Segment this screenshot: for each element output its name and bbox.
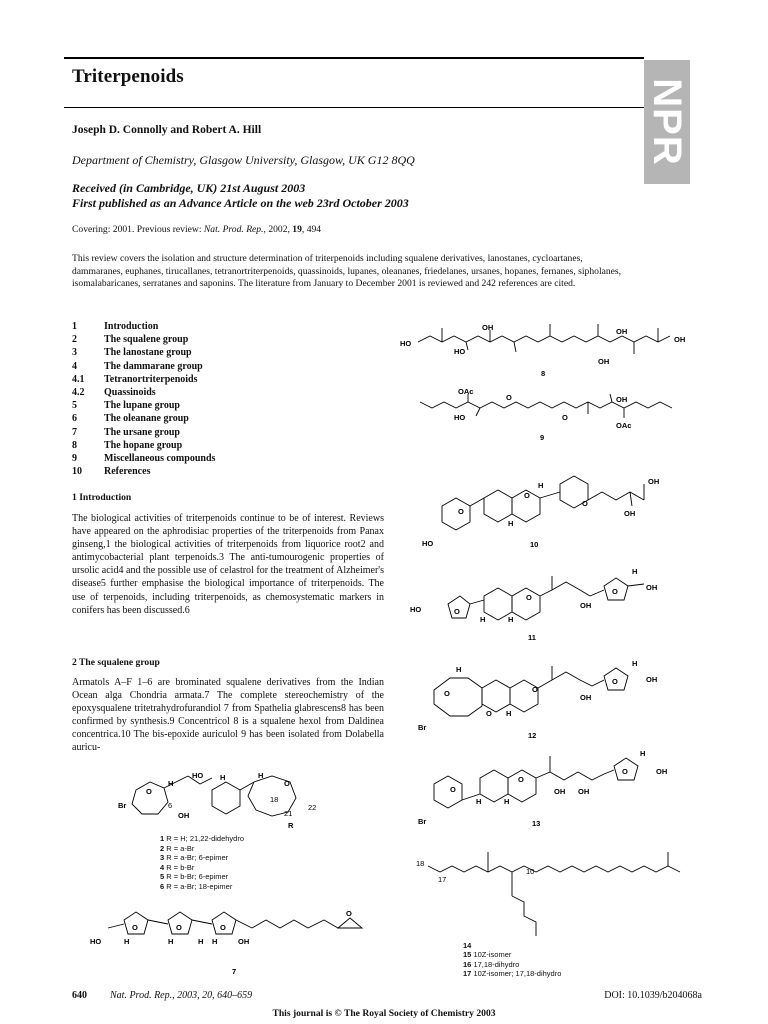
structure-8 [398, 320, 698, 382]
toc-item [72, 386, 215, 399]
atom-h: H [480, 615, 486, 624]
squalene-legend [463, 941, 561, 978]
legend-entry [463, 950, 561, 959]
toc-item [72, 439, 215, 452]
structure-10 [422, 454, 692, 550]
atom-h: H [212, 937, 218, 946]
atom-h: H [504, 797, 510, 806]
atom-oh: OH [554, 787, 566, 796]
atom-oh: OH [624, 509, 636, 518]
abstract: This review covers the isolation and structure determination of triterpenoids including squalene derivatives, lanostanes, cycloartanes, dammaranes, euphanes, tirucallanes, tetranortriterpenoids, quassinoids, lupanes, oleananes, friedelanes, ursanes, hopanes, fernanes, sipholanes, isomalabaricanes, serratanes and saponins. The literature from January to December 2001 is reviewed and 242 references are cited. [72, 253, 622, 290]
atom-o: O [176, 923, 182, 932]
atom-ho: HO [410, 605, 422, 614]
toc-label: The lanostane group [104, 347, 192, 359]
atom-number-21: 21 [284, 809, 293, 818]
atom-br: Br [418, 817, 427, 826]
covering-journal: Nat. Prod. Rep. [203, 224, 264, 235]
atom-o: O [506, 393, 512, 402]
atom-oh: OH [648, 477, 660, 486]
section-heading-squalene: 2 The squalene group [72, 657, 160, 668]
authors: Joseph D. Connolly and Robert A. Hill [72, 124, 262, 136]
legend-compound-number: 14 [463, 941, 472, 950]
atom-oh: OH [616, 395, 628, 404]
atom-o: O [486, 709, 492, 718]
legend-text: R = b-Br; 6-epimer [166, 872, 229, 881]
received-date: Received (in Cambridge, UK) 21st August 2003 [72, 181, 306, 195]
atom-ho: HO [422, 539, 434, 548]
toc-label: The ursane group [104, 426, 180, 438]
structure-12 [414, 654, 698, 740]
npr-badge-text: NPR [645, 78, 689, 166]
structure-7 [88, 900, 388, 978]
atom-h: H [506, 709, 512, 718]
legend-compound-number: 5 [160, 872, 165, 881]
toc-item [72, 333, 215, 346]
atom-h: H [508, 615, 514, 624]
atom-oh: OH [646, 675, 658, 684]
toc-number: 4.2 [72, 387, 85, 399]
toc-label: Quassinoids [104, 387, 156, 399]
atom-o: O [524, 491, 530, 500]
toc-number: 8 [72, 439, 77, 451]
toc-item [72, 452, 215, 465]
atom-o: O [612, 677, 618, 686]
compound-label-13: 13 [532, 819, 541, 828]
legend-text: 10Z-isomer [473, 950, 512, 960]
atom-oh: OH [674, 335, 686, 344]
legend-compound-number: 3 [160, 853, 165, 862]
toc-label: The squalene group [104, 334, 189, 346]
legend-compound-number: 6 [160, 881, 165, 891]
toc-number: 1 [72, 321, 77, 332]
compound-label-10: 10 [530, 540, 539, 549]
affiliation: Department of Chemistry, Glasgow University, Glasgow, UK G12 8QQ [72, 153, 415, 167]
atom-h: H [456, 665, 462, 674]
atom-h: H [538, 481, 544, 490]
atom-oh: OH [598, 357, 610, 366]
atom-number-6: 6 [168, 801, 173, 810]
atom-ho: HO [90, 937, 102, 946]
atom-oh: OH [178, 811, 190, 820]
toc-number: 5 [72, 400, 77, 412]
legend-compound-number: 1 [160, 834, 165, 843]
structure-13 [414, 746, 704, 832]
atom-number-10: 10 [526, 867, 535, 876]
atom-oh: OH [580, 693, 592, 702]
legend-entry [160, 834, 244, 844]
toc-label: Miscellaneous compounds [104, 453, 216, 465]
top-rule [64, 57, 644, 59]
atom-oh: OH [482, 323, 494, 332]
doi: DOI: 10.1039/b204068a [604, 990, 702, 1001]
atom-number-18: 18 [416, 859, 425, 868]
atom-ho: HO [454, 413, 466, 422]
atom-number-17: 17 [438, 875, 447, 884]
atom-h: H [198, 937, 204, 946]
toc-item [72, 373, 215, 386]
atom-o: O [132, 923, 138, 932]
atom-o: O [346, 909, 352, 918]
compound-label-7: 7 [232, 967, 237, 976]
atom-oh: OH [578, 787, 590, 796]
squalene-text [72, 676, 384, 755]
legend-text: R = a-Br [166, 843, 195, 853]
atom-oh: OH [656, 767, 668, 776]
title-rule [64, 107, 644, 108]
toc-item [72, 465, 215, 478]
atom-o: O [622, 767, 628, 776]
legend-entry [463, 969, 561, 978]
legend-compound-number: 2 [160, 843, 165, 853]
atom-o: O [450, 785, 456, 794]
toc-number: 7 [72, 426, 77, 438]
atom-o: O [526, 593, 532, 602]
atom-h: H [168, 779, 174, 788]
toc-label: The dammarane group [104, 360, 203, 372]
atom-h: H [258, 771, 264, 780]
squalene-paragraph: Armatols A–F 1–6 are brominated squalene derivatives from the Indian Ocean alga Chondria armata.7 The complete stereochemistry of the epoxysqualene tritetrahydrofurandiol 7 from Spathelia glabrescens8 has been confirmed by synthesis.9 Concentricol 8 is a squalene hexol from Daldinea concentrica.10 The bis-epoxide auriculol 9 has been isolated from Dolabella auricu- [72, 677, 384, 754]
atom-o: O [284, 779, 290, 788]
atom-o: O [146, 787, 152, 796]
legend-text: R = a-Br; 6-epimer [166, 853, 229, 862]
atom-o: O [444, 689, 450, 698]
atom-oh: OH [238, 937, 250, 946]
toc-number: 9 [72, 453, 77, 465]
structure-armatol [88, 766, 348, 836]
covering-year: , 2002, [263, 224, 293, 235]
toc-number: 10 [72, 466, 82, 478]
toc-label: The hopane group [104, 439, 183, 451]
received-dates [72, 181, 409, 211]
atom-oh: OH [580, 601, 592, 610]
atom-o: O [518, 775, 524, 784]
toc-number: 4 [72, 360, 77, 372]
atom-br: Br [418, 723, 427, 732]
toc-number: 6 [72, 413, 77, 425]
atom-o: O [562, 413, 568, 422]
legend-text: 10Z-isomer; 17,18-dihydro [473, 968, 562, 978]
table-of-contents [72, 320, 215, 478]
atom-o: O [582, 499, 588, 508]
atom-ho: HO [400, 339, 412, 348]
toc-item [72, 320, 215, 333]
legend-entry [160, 872, 244, 882]
atom-oac: OAc [458, 388, 474, 396]
npr-journal-badge [644, 60, 690, 184]
legend-compound-number: 16 [463, 959, 472, 969]
toc-number: 4.1 [72, 373, 85, 385]
atom-br: Br [118, 801, 127, 810]
atom-h: H [632, 567, 638, 576]
atom-h: H [640, 749, 646, 758]
covering-page: , 494 [301, 224, 322, 235]
compound-label-9: 9 [540, 433, 545, 442]
legend-text: R = H; 21,22-didehydro [166, 834, 245, 843]
atom-oh: OH [616, 327, 628, 336]
copyright-line: This journal is © The Royal Society of Chemistry 2003 [272, 1008, 496, 1019]
legend-entry [463, 941, 561, 950]
atom-o: O [532, 685, 538, 694]
legend-compound-number: 15 [463, 950, 472, 960]
atom-h: H [124, 937, 130, 946]
atom-oh: OH [646, 583, 658, 592]
atom-o: O [454, 607, 460, 616]
compound-label-11: 11 [528, 633, 536, 642]
legend-entry [160, 844, 244, 854]
structure-11 [408, 560, 698, 644]
legend-text: R = a-Br; 18-epimer [166, 881, 233, 891]
legend-entry [463, 960, 561, 969]
toc-label: The oleanane group [104, 413, 189, 425]
toc-item [72, 426, 215, 439]
atom-h: H [508, 519, 514, 528]
toc-label: Introduction [104, 321, 159, 332]
atom-number-18: 18 [270, 795, 279, 804]
legend-compound-number: 4 [160, 862, 165, 872]
page-number: 640 [72, 990, 87, 1001]
toc-label: The lupane group [104, 400, 180, 412]
legend-entry [160, 863, 244, 873]
atom-r: R [288, 821, 294, 830]
covering-note [72, 224, 321, 235]
covering-text: Covering: 2001. Previous review: [72, 224, 204, 235]
toc-label: References [104, 466, 151, 478]
toc-number: 2 [72, 334, 77, 346]
compound-label-12: 12 [528, 731, 537, 740]
atom-h: H [476, 797, 482, 806]
atom-o: O [220, 923, 226, 932]
article-title: Triterpenoids [72, 66, 184, 87]
toc-number: 3 [72, 347, 77, 359]
atom-h: H [220, 773, 226, 782]
introduction-text [72, 512, 384, 617]
legend-entry [160, 882, 244, 892]
published-date: First published as an Advance Article on the web 23rd October 2003 [72, 196, 409, 210]
legend-compound-number: 17 [463, 968, 472, 978]
toc-label: Tetranortriterpenoids [104, 373, 198, 385]
toc-item [72, 399, 215, 412]
structure-9 [412, 388, 692, 446]
atom-o: O [612, 587, 618, 596]
legend-text: 17,18-dihydro [473, 959, 520, 969]
toc-item [72, 346, 215, 359]
atom-oac: OAc [616, 421, 632, 430]
atom-number-22: 22 [308, 803, 317, 812]
atom-h: H [168, 937, 174, 946]
legend-entry [160, 853, 244, 863]
introduction-paragraph: The biological activities of triterpenoids continue to be of interest. Reviews have appeared on the aphrodisiac properties of the triterpenoids from Panax ginseng,1 the biological activities of triterpenoids from liquorice root2 and antimycobacterial plant terpenoids.3 The anti-tumourogenic properties of ursolic acid4 and the possible use of celastrol for the treatment of Alzheimer's disease5 further emphasise the biological importance of triterpenoids. The use of terpenoids, including triterpenoids, as chemosystematic markers in conifers has been discussed.6 [72, 513, 384, 616]
toc-item [72, 360, 215, 373]
toc-item [72, 412, 215, 425]
armatol-legend [160, 834, 244, 891]
legend-text: R = b-Br [166, 862, 195, 872]
atom-ho: HO [454, 347, 466, 356]
citation: Nat. Prod. Rep., 2003, 20, 640–659 [110, 990, 253, 1001]
section-heading-introduction: 1 Introduction [72, 492, 132, 503]
atom-h: H [632, 659, 638, 668]
compound-label-8: 8 [541, 369, 546, 378]
covering-volume: 19 [292, 224, 302, 235]
atom-ho: HO [192, 771, 204, 780]
atom-o: O [458, 507, 464, 516]
structure-14 [412, 846, 702, 942]
